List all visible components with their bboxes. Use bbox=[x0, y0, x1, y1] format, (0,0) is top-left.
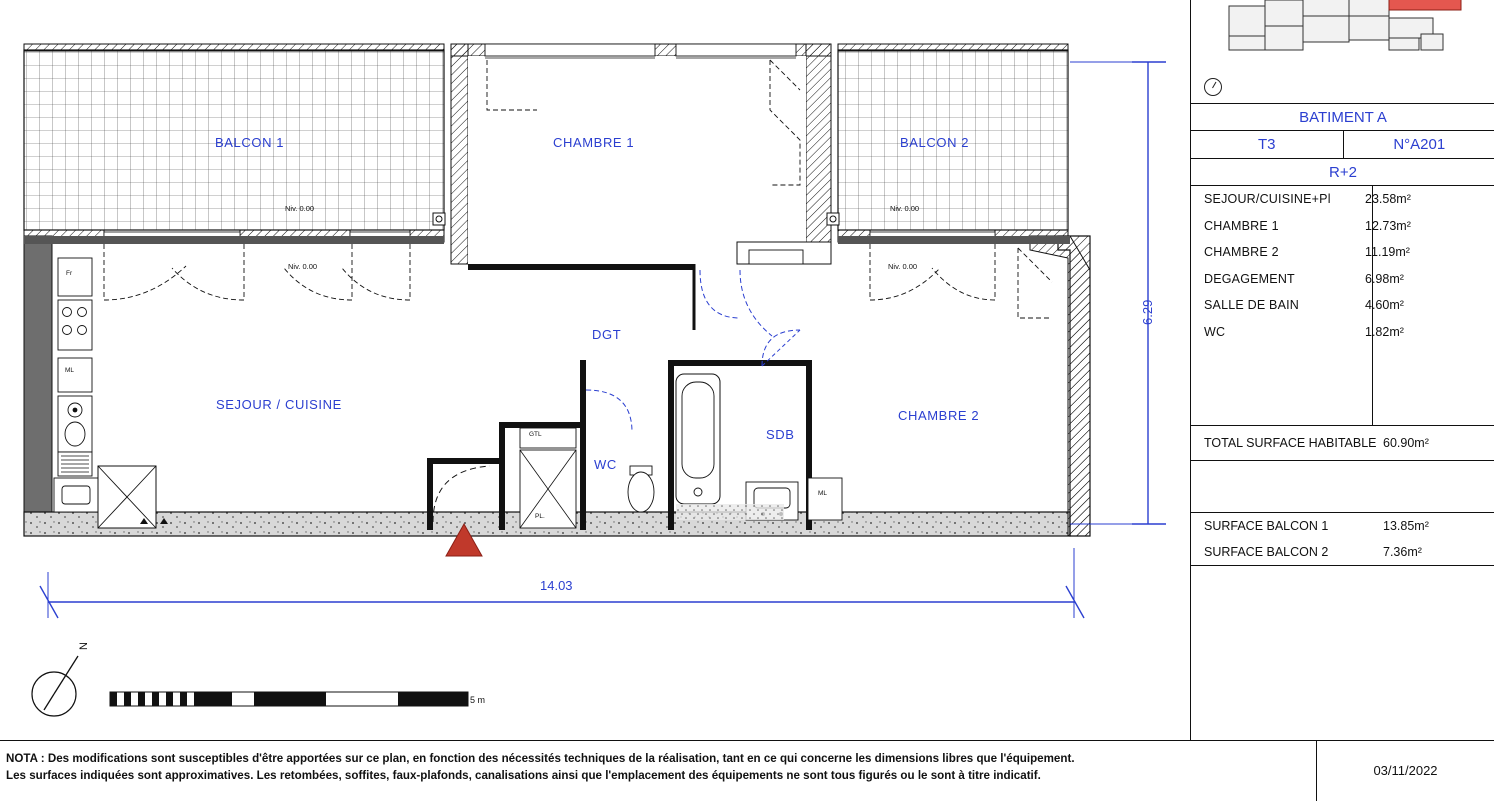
table-row-empty bbox=[1191, 398, 1494, 425]
room-label-balcon-1: BALCON 1 bbox=[215, 135, 284, 150]
balcony-1-label: SURFACE BALCON 1 bbox=[1191, 519, 1383, 533]
key-map-drawing bbox=[1225, 0, 1465, 66]
equipment-label-gtl: GTL bbox=[529, 431, 542, 438]
surface-value: 12.73m² bbox=[1359, 219, 1494, 233]
footer bbox=[0, 740, 1494, 800]
chambre-1-shape bbox=[451, 44, 831, 330]
building-name: BATIMENT A bbox=[1191, 104, 1494, 131]
table-row-empty bbox=[1191, 372, 1494, 399]
table-row bbox=[1191, 186, 1494, 213]
equipment-label-fr: Fr bbox=[66, 270, 72, 277]
surface-name: CHAMBRE 1 bbox=[1191, 219, 1359, 233]
unit-type: T3 bbox=[1191, 131, 1344, 158]
table-row-empty bbox=[1191, 345, 1494, 372]
surface-name: SALLE DE BAIN bbox=[1191, 298, 1359, 312]
table-row bbox=[1191, 539, 1494, 565]
dgt-doors bbox=[700, 270, 772, 336]
table-row bbox=[1191, 213, 1494, 240]
level-mark: Niv. 0.00 bbox=[888, 262, 917, 271]
table-row bbox=[1191, 319, 1494, 346]
surface-value: 4.60m² bbox=[1359, 298, 1494, 312]
scale-bar-label: 5 m bbox=[470, 695, 485, 705]
equipment-label-ml: ML bbox=[65, 367, 74, 374]
table-divider bbox=[1372, 186, 1373, 426]
equipment-label-pl: PL. bbox=[535, 513, 545, 520]
level-mark: Niv. 0.00 bbox=[285, 204, 314, 213]
unit-number: N°A201 bbox=[1344, 131, 1494, 158]
room-label-sejour-cuisine: SEJOUR / CUISINE bbox=[216, 397, 342, 412]
surface-value: 11.19m² bbox=[1359, 245, 1494, 259]
room-label-dgt: DGT bbox=[592, 327, 621, 342]
surface-value: 23.58m² bbox=[1359, 192, 1494, 206]
level-mark: Niv. 0.00 bbox=[288, 262, 317, 271]
dimension-height-label: 6.29 bbox=[1140, 300, 1155, 325]
room-label-chambre-2: CHAMBRE 2 bbox=[898, 408, 979, 423]
balcony-2-value: 7.36m² bbox=[1383, 545, 1494, 559]
highlighted-unit bbox=[1389, 0, 1461, 10]
sdb-fixtures bbox=[668, 330, 842, 530]
spacer-row bbox=[1191, 461, 1494, 513]
surface-name: SEJOUR/CUISINE+Pl bbox=[1191, 192, 1359, 206]
table-row bbox=[1191, 292, 1494, 319]
surface-name: DEGAGEMENT bbox=[1191, 272, 1359, 286]
balcony-2-label: SURFACE BALCON 2 bbox=[1191, 545, 1383, 559]
surface-value: 1.82m² bbox=[1359, 325, 1494, 339]
sejour-door-swings bbox=[104, 244, 410, 300]
room-label-chambre-1: CHAMBRE 1 bbox=[553, 135, 634, 150]
unit-type-row bbox=[1191, 131, 1494, 159]
entry-door bbox=[427, 458, 499, 556]
nota-line-1: NOTA : Des modifications sont susceptibles d'être apportées sur ce plan, en fonction des nécessités techniques de la réalisation, tant en ce qui concerne les dimensions libres que l'équipement. bbox=[6, 750, 1306, 767]
wc-fixtures bbox=[499, 360, 654, 530]
room-label-sdb: SDB bbox=[766, 427, 795, 442]
nota-line-2: Les surfaces indiquées sont approximatives. Les retombées, soffites, faux-plafonds, canalisations ainsi que l'emplacement des équipements ne sont tous figurés ou le sont à titre indicatif. bbox=[6, 767, 1306, 784]
compass-icon bbox=[1204, 78, 1222, 96]
surface-table bbox=[1191, 186, 1494, 426]
building-key-map bbox=[1191, 0, 1494, 104]
balcony-1-value: 13.85m² bbox=[1383, 519, 1494, 533]
table-row bbox=[1191, 513, 1494, 539]
total-surface-row bbox=[1191, 426, 1494, 461]
equipment-label-ml-2: ML bbox=[818, 490, 827, 497]
dimension-width-label: 14.03 bbox=[540, 578, 573, 593]
surface-value: 6.98m² bbox=[1359, 272, 1494, 286]
surface-name: WC bbox=[1191, 325, 1359, 339]
surface-name: CHAMBRE 2 bbox=[1191, 245, 1359, 259]
room-label-wc: WC bbox=[594, 457, 617, 472]
total-surface-value: 60.90m² bbox=[1383, 436, 1494, 450]
north-label: N bbox=[78, 642, 90, 650]
scale-bar bbox=[110, 692, 468, 706]
floor-level: R+2 bbox=[1191, 159, 1494, 186]
info-panel bbox=[1190, 0, 1494, 740]
north-arrow bbox=[32, 656, 78, 716]
table-row bbox=[1191, 266, 1494, 293]
level-mark: Niv. 0.00 bbox=[890, 204, 919, 213]
chambre-2-fixtures bbox=[870, 244, 1052, 318]
nota-text bbox=[6, 750, 1306, 784]
room-label-balcon-2: BALCON 2 bbox=[900, 135, 969, 150]
balcony-surfaces bbox=[1191, 513, 1494, 566]
table-row bbox=[1191, 239, 1494, 266]
plan-date: 03/11/2022 bbox=[1316, 741, 1494, 801]
total-surface-label: TOTAL SURFACE HABITABLE bbox=[1191, 436, 1383, 450]
kitchen-fixtures bbox=[54, 258, 168, 528]
